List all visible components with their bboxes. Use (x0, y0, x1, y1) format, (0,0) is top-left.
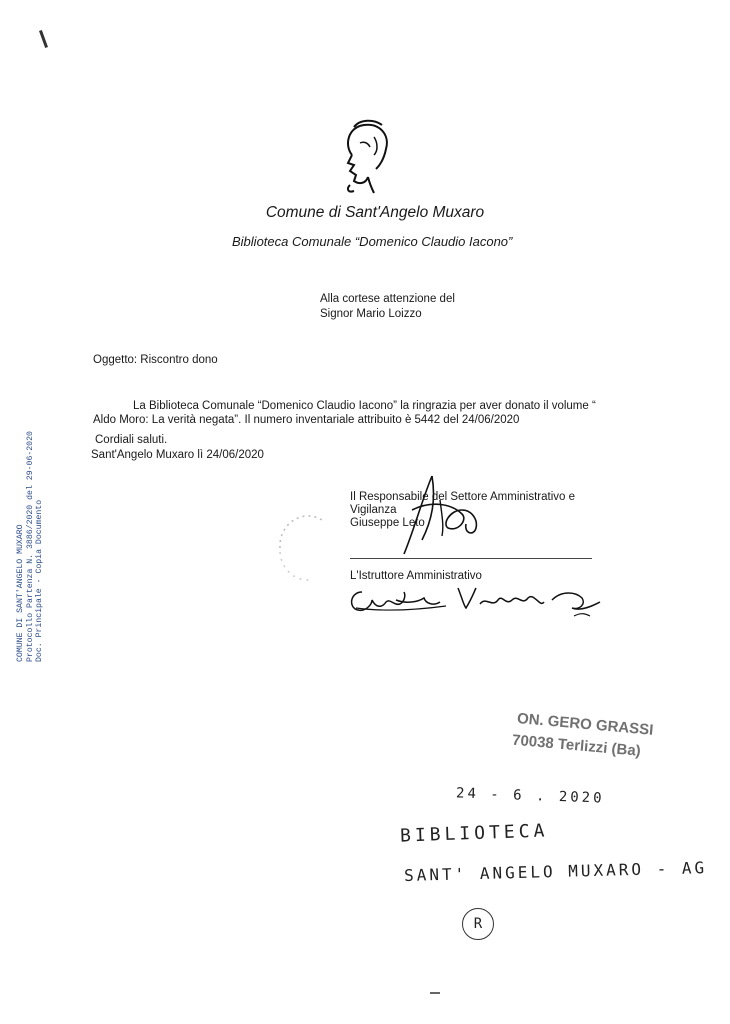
greeting: Cordiali saluti. (95, 434, 168, 446)
signature-line (350, 558, 592, 559)
faint-seal-mark (270, 508, 340, 588)
handwritten-circled-mark: R (462, 908, 494, 940)
protocol-stamp-line-2: Protocollo Partenza N. 3886/2020 del 29-06-2020 (25, 431, 35, 662)
subject-line: Oggetto: Riscontro dono (93, 354, 218, 366)
recipient-name: Signor Mario Loizzo (320, 308, 422, 320)
recipient-line: Alla cortese attenzione del (320, 293, 455, 305)
municipality-name: Comune di Sant'Angelo Muxaro (265, 204, 485, 221)
responsible-name: Giuseppe Leto (350, 517, 425, 529)
library-name: Biblioteca Comunale “Domenico Claudio Iacono” (232, 234, 513, 249)
responsible-signature (392, 470, 488, 560)
body-line-1: La Biblioteca Comunale “Domenico Claudio Iacono” la ringrazia per aver donato il volume “ (133, 400, 596, 412)
address-stamp (511, 708, 654, 764)
body-line-2: Aldo Moro: La verità negata”. Il numero inventariale attribuito è 5442 del 24/06/2020 (93, 414, 520, 426)
responsible-title: Il Responsabile del Settore Amministrativo e (350, 491, 575, 503)
scan-speck (39, 30, 48, 48)
letter-body (93, 399, 633, 427)
recipient-block (320, 292, 455, 322)
address-stamp-city: 70038 Terlizzi (Ba) (511, 731, 642, 760)
protocol-stamp (16, 431, 45, 662)
closing-block (91, 433, 264, 463)
place-date: Sant'Angelo Muxaro lì 24/06/2020 (91, 449, 264, 461)
responsible-title-cont: Vigilanza (350, 504, 397, 516)
scan-speck (430, 992, 440, 994)
istruttore-signature (346, 582, 606, 622)
istruttore-title: L'Istruttore Amministrativo (350, 570, 482, 582)
handwritten-place: SANT' ANGELO MUXARO - AG (403, 858, 708, 885)
handwritten-date: 24 - 6 . 2020 (455, 785, 605, 807)
protocol-stamp-line-1: COMUNE DI SANT'ANGELO MUXARO (16, 524, 25, 662)
handwritten-library: BIBLIOTECA (399, 820, 549, 847)
address-stamp-name: ON. GERO GRASSI (516, 709, 654, 739)
municipality-logo (330, 115, 400, 197)
protocol-stamp-line-3: Doc. Principale - Copia Documento (35, 499, 45, 662)
